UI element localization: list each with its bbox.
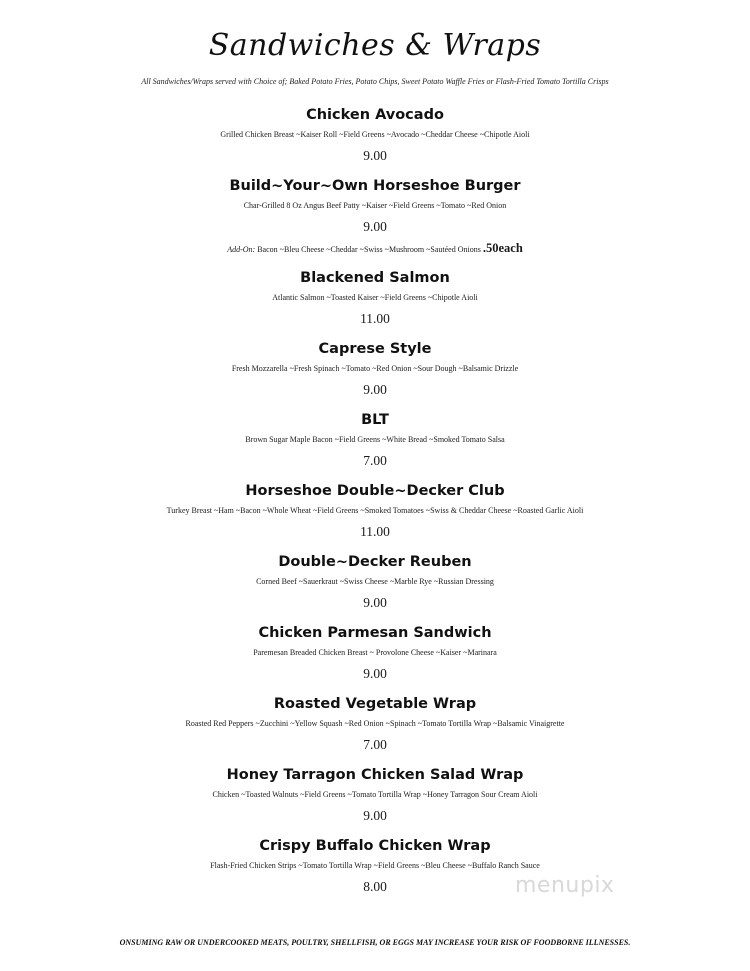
item-description: Turkey Breast ~Ham ~Bacon ~Whole Wheat ~Field Greens ~Smoked Tomatoes ~Swiss & Cheddar Cheese ~Roasted Garlic Aioli	[166, 506, 584, 515]
item-description: Roasted Red Peppers ~Zucchini ~Yellow Squash ~Red Onion ~Spinach ~Tomato Tortilla Wrap ~Balsamic Vinaigrette	[185, 719, 565, 728]
menu-item-blt	[0, 409, 750, 480]
item-name: Double~Decker Reuben	[278, 554, 472, 570]
menu-item-double-decker-club	[0, 480, 750, 551]
item-name: BLT	[361, 412, 389, 428]
item-description: Fresh Mozzarella ~Fresh Spinach ~Tomato ~Red Onion ~Sour Dough ~Balsamic Drizzle	[231, 364, 519, 373]
item-name: Chicken Avocado	[306, 107, 444, 123]
item-name: Chicken Parmesan Sandwich	[258, 625, 492, 641]
item-price: 9.00	[363, 219, 387, 234]
item-description: Char-Grilled 8 Oz Angus Beef Patty ~Kaiser ~Field Greens ~Tomato ~Red Onion	[243, 201, 507, 210]
item-description: Flash-Fried Chicken Strips ~Tomato Tortilla Wrap ~Field Greens ~Bleu Cheese ~Buffalo Ranch Sauce	[210, 861, 540, 870]
item-description: Atlantic Salmon ~Toasted Kaiser ~Field Greens ~Chipotle Aioli	[272, 293, 478, 302]
menu-item-roasted-vegetable-wrap	[0, 693, 750, 764]
menu-item-chicken-avocado	[0, 104, 750, 175]
addon-price: .50each	[482, 241, 523, 255]
item-price: 7.00	[363, 737, 387, 752]
item-price: 8.00	[363, 879, 387, 894]
addon-items: Bacon ~Bleu Cheese ~Cheddar ~Swiss ~Mushroom ~Sautéed Onions	[255, 245, 483, 254]
menu-item-crispy-buffalo-wrap	[0, 835, 750, 906]
item-name: Horseshoe Double~Decker Club	[245, 483, 505, 499]
menu-item-caprese-style	[0, 338, 750, 409]
item-description: Corned Beef ~Sauerkraut ~Swiss Cheese ~Marble Rye ~Russian Dressing	[256, 577, 494, 586]
item-name: Caprese Style	[318, 341, 432, 357]
item-name: Build~Your~Own Horseshoe Burger	[229, 178, 521, 194]
menu-item-double-decker-reuben	[0, 551, 750, 622]
item-price: 9.00	[363, 148, 387, 163]
item-addon	[0, 239, 750, 257]
item-price: 11.00	[360, 524, 390, 539]
item-description: Grilled Chicken Breast ~Kaiser Roll ~Field Greens ~Avocado ~Cheddar Cheese ~Chipotle Aioli	[220, 130, 530, 139]
item-name: Honey Tarragon Chicken Salad Wrap	[226, 767, 524, 783]
addon-label: Add-On:	[227, 245, 256, 254]
item-price: 9.00	[363, 382, 387, 397]
item-price: 11.00	[360, 311, 390, 326]
menu-item-horseshoe-burger	[0, 175, 750, 267]
item-description: Chicken ~Toasted Walnuts ~Field Greens ~Tomato Tortilla Wrap ~Honey Tarragon Sour Cream Aioli	[212, 790, 538, 799]
menupix-watermark: menupix	[515, 873, 615, 898]
menu-items	[0, 104, 750, 906]
item-description: Brown Sugar Maple Bacon ~Field Greens ~White Bread ~Smoked Tomato Salsa	[245, 435, 505, 444]
menu-intro: All Sandwiches/Wraps served with Choice of; Baked Potato Fries, Potato Chips, Sweet Potato Waffle Fries or Flash-Fried Tomato Tortilla Crisps	[141, 77, 609, 86]
item-name: Crispy Buffalo Chicken Wrap	[259, 838, 491, 854]
menu-title: Sandwiches & Wraps	[208, 28, 542, 63]
item-price: 7.00	[363, 453, 387, 468]
menu-item-blackened-salmon	[0, 267, 750, 338]
item-description: Paremesan Breaded Chicken Breast ~ Provolone Cheese ~Kaiser ~Marinara	[253, 648, 497, 657]
item-price: 9.00	[363, 595, 387, 610]
menu-item-honey-tarragon-wrap	[0, 764, 750, 835]
item-name: Blackened Salmon	[300, 270, 450, 286]
menu-item-chicken-parmesan	[0, 622, 750, 693]
item-price: 9.00	[363, 808, 387, 823]
item-price: 9.00	[363, 666, 387, 681]
health-warning: ONSUMING RAW OR UNDERCOOKED MEATS, POULTRY, SHELLFISH, OR EGGS MAY INCREASE YOUR RISK OF FOODBORNE ILLNESSES.	[119, 938, 631, 947]
item-name: Roasted Vegetable Wrap	[273, 696, 477, 712]
